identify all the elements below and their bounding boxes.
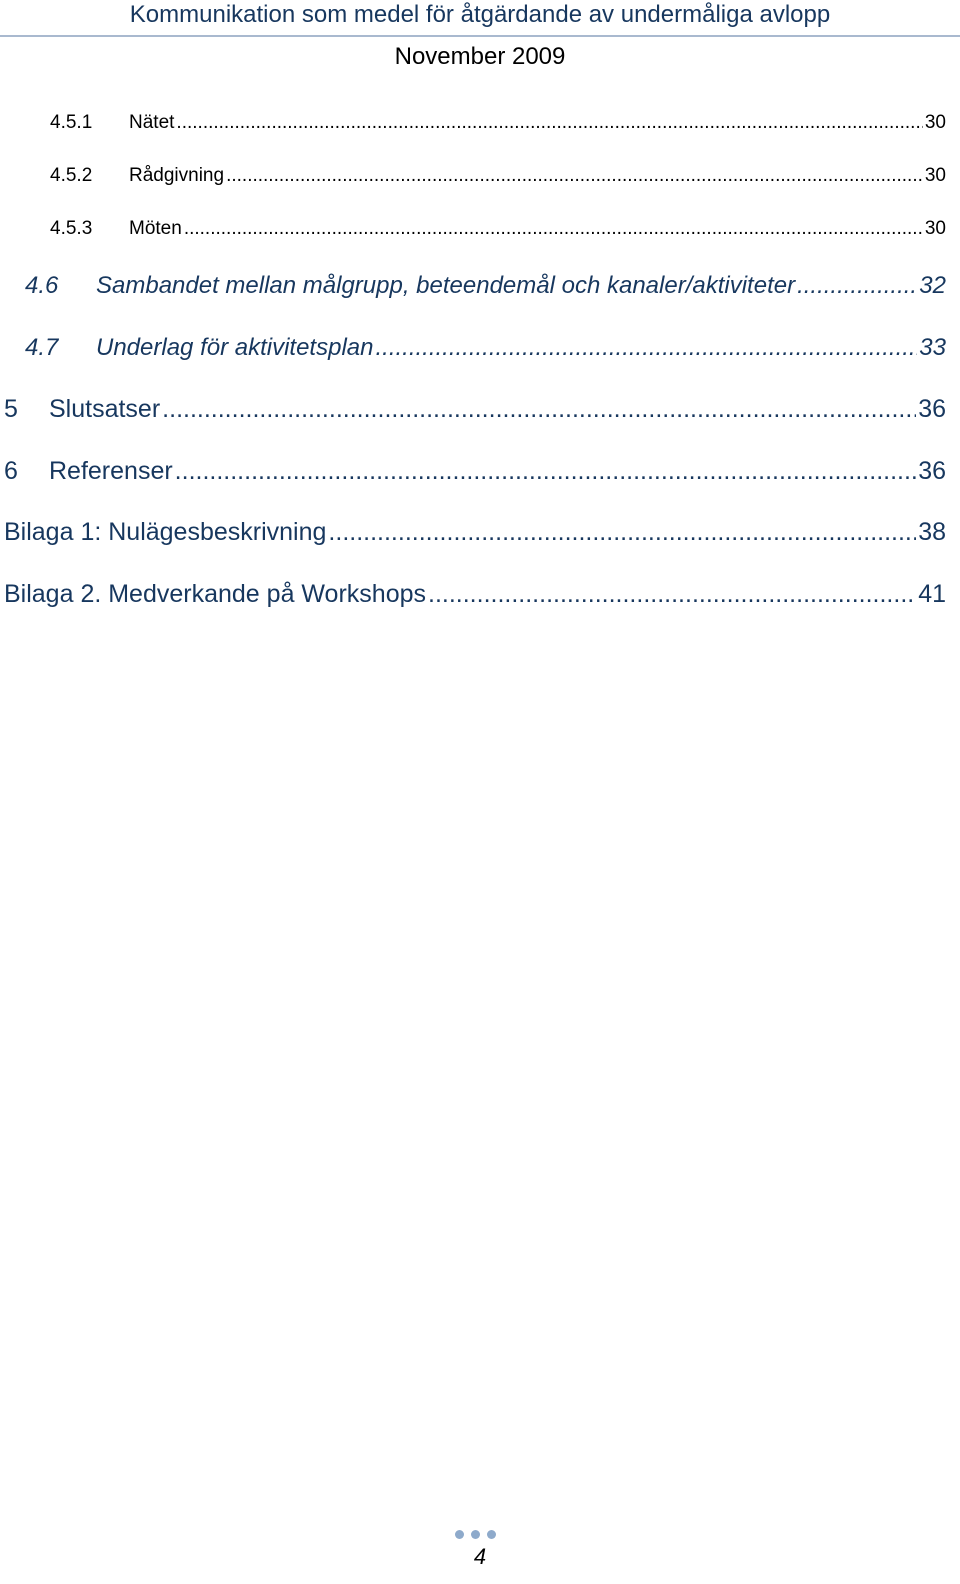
toc-entry-label: Referenser	[49, 457, 173, 485]
toc-entry-page: 36	[918, 457, 946, 485]
toc-entry-label: Slutsatser	[49, 395, 161, 423]
page-number: 4	[473, 1544, 487, 1569]
toc-entry-page: 32	[919, 272, 946, 299]
toc-entry-6[interactable]	[4, 456, 946, 486]
header-divider	[0, 35, 960, 37]
toc-leader-dots	[426, 579, 916, 609]
toc-entry-page: 38	[918, 518, 946, 546]
toc-leader-dots	[795, 271, 917, 301]
toc-entry-number: 4.5.3	[50, 218, 93, 239]
toc-entry-label: Möten	[129, 218, 182, 239]
dot-icon	[471, 1530, 480, 1539]
toc-entry-4-5-1[interactable]	[50, 111, 946, 135]
toc-leader-dots	[174, 111, 922, 135]
toc-entry-label: Bilaga 2. Medverkande på Workshops	[4, 580, 426, 608]
toc-leader-dots	[373, 333, 917, 363]
toc-entry-label: Underlag för aktivitetsplan	[96, 334, 374, 361]
footer-dots-ornament	[455, 1530, 496, 1539]
toc-entry-number: 4.6	[25, 272, 59, 299]
running-header-date: November 2009	[394, 43, 566, 70]
toc-entry-page: 33	[919, 334, 946, 361]
toc-leader-dots	[160, 394, 916, 424]
toc-entry-label: Rådgivning	[129, 165, 225, 186]
toc-entry-4-7[interactable]	[25, 333, 946, 363]
toc-entry-label: Bilaga 1: Nulägesbeskrivning	[4, 518, 327, 546]
running-header-title: Kommunikation som medel för åtgärdande av undermåliga avlopp	[129, 1, 831, 28]
toc-entry-label: Sambandet mellan målgrupp, beteendemål och kanaler/aktiviteter	[96, 272, 796, 299]
toc-leader-dots	[326, 517, 916, 547]
toc-leader-dots	[173, 456, 917, 486]
toc-entry-label: Nätet	[129, 112, 175, 133]
toc-entry-bilaga-2[interactable]	[4, 579, 946, 609]
toc-entry-page: 36	[918, 395, 946, 423]
toc-entry-number: 4.5.1	[50, 112, 93, 133]
toc-entry-page: 30	[924, 112, 946, 133]
toc-entry-bilaga-1[interactable]	[4, 517, 946, 547]
toc-entry-4-6[interactable]	[25, 271, 946, 301]
toc-entry-page: 41	[918, 580, 946, 608]
toc-entry-page: 30	[924, 165, 946, 186]
toc-entry-number: 5	[4, 395, 18, 423]
dot-icon	[455, 1530, 464, 1539]
toc-entry-number: 4.5.2	[50, 165, 93, 186]
toc-entry-4-5-3[interactable]	[50, 217, 946, 241]
toc-entry-4-5-2[interactable]	[50, 164, 946, 188]
toc-entry-number: 4.7	[25, 334, 59, 361]
dot-icon	[487, 1530, 496, 1539]
toc-leader-dots	[224, 164, 923, 188]
toc-entry-number: 6	[4, 457, 18, 485]
toc-entry-page: 30	[924, 218, 946, 239]
toc-entry-5[interactable]	[4, 394, 946, 424]
toc-leader-dots	[182, 217, 923, 241]
